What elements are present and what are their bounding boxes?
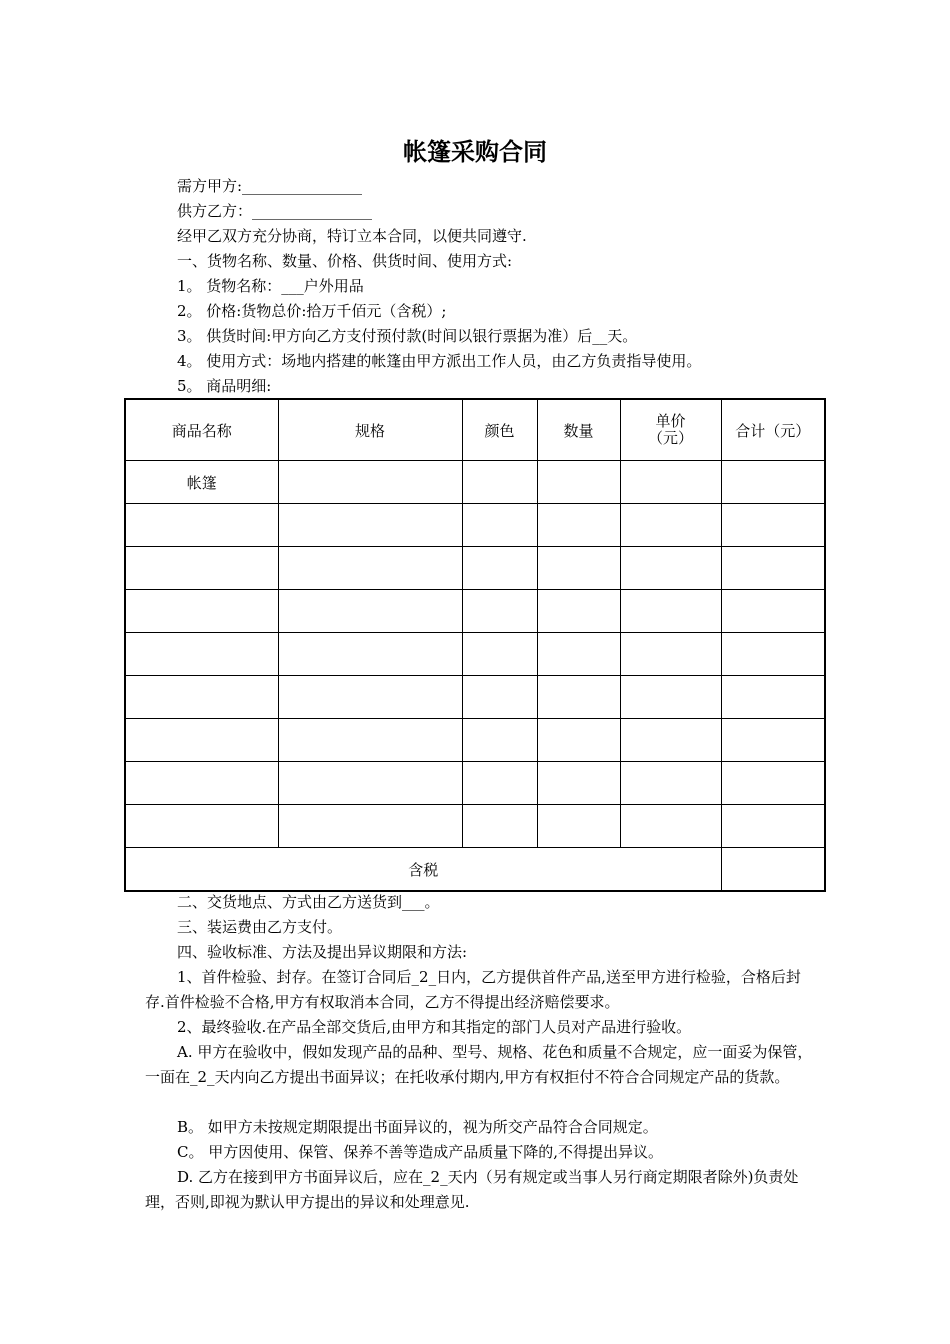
cell [462,461,537,504]
cell [620,504,721,547]
demand-party-line: 需方甲方:________________ [177,177,363,195]
total-label: 含税 [125,848,721,892]
paragraph-c-text: C。 甲方因使用、保管、保养不善等造成产品质量下降的,不得提出异议。 [177,1143,664,1161]
cell [537,762,620,805]
cell [278,461,462,504]
cell [278,762,462,805]
cell [278,805,462,848]
item-1-goods-name: 1。 货物名称：___户外用品 [177,277,364,295]
cell [620,805,721,848]
cell [125,590,278,633]
intro-line: 经甲乙双方充分协商，特订立本合同，以便共同遵守. [177,227,527,245]
cell [537,504,620,547]
header-goods-name: 商品名称 [125,399,278,461]
cell [620,676,721,719]
header-unit-price-line2: （元） [647,429,693,447]
paragraph-c [145,1140,813,1165]
table-row [125,461,825,504]
cell [620,633,721,676]
cell [278,504,462,547]
cell [537,633,620,676]
cell [278,676,462,719]
cell [278,547,462,590]
cell [125,676,278,719]
section-4-heading: 四、验收标准、方法及提出异议期限和方法: [177,943,468,961]
cell [278,719,462,762]
table-row [125,805,825,848]
cell [620,461,721,504]
table-row [125,633,825,676]
cell [721,719,825,762]
cell [462,762,537,805]
table-row [125,676,825,719]
paragraph-first-inspection [145,965,813,1015]
cell [721,805,825,848]
cell [278,590,462,633]
paragraph-a [145,1040,813,1090]
table-total-row [125,848,825,892]
cell [721,461,825,504]
cell [721,676,825,719]
paragraph-a-text: A. 甲方在验收中，假如发现产品的品种、型号、规格、花色和质量不合规定，应一面妥为保管，一面在_2_天内向乙方提出书面异议；在托收承付期内,甲方有权拒付不符合合同规定产品的货款。 [145,1043,813,1086]
header-color: 颜色 [462,399,537,461]
table-row [125,547,825,590]
cell [537,805,620,848]
cell [620,590,721,633]
header-unit-price-line1: 单价 [655,412,686,430]
cell [462,504,537,547]
section-1-heading: 一、货物名称、数量、价格、供货时间、使用方式: [177,252,513,270]
cell [125,504,278,547]
paragraph-b [145,1115,813,1140]
item-5-details: 5。 商品明细: [177,377,272,395]
header-total: 合计（元） [721,399,825,461]
cell [462,719,537,762]
section-2-delivery: 二、交货地点、方式由乙方送货到___。 [177,893,440,911]
cell [462,805,537,848]
cell [125,633,278,676]
table-row [125,719,825,762]
cell [125,547,278,590]
section-3-shipping: 三、装运费由乙方支付。 [177,918,343,936]
table-row [125,762,825,805]
paragraph-d [145,1165,813,1215]
cell [721,590,825,633]
cell [721,762,825,805]
cell [537,676,620,719]
header-quantity: 数量 [537,399,620,461]
cell [125,719,278,762]
item-4-usage: 4。 使用方式：场地内搭建的帐篷由甲方派出工作人员，由乙方负责指导使用。 [177,352,702,370]
table-row [125,504,825,547]
header-spec: 规格 [278,399,462,461]
cell [721,547,825,590]
item-2-price: 2。 价格:货物总价:拾万千佰元（含税）; [177,302,447,320]
paragraph-b-text: B。 如甲方未按规定期限提出书面异议的，视为所交产品符合合同规定。 [177,1118,658,1136]
cell [278,633,462,676]
cell [620,762,721,805]
cell [620,719,721,762]
document-title: 帐篷采购合同 [403,138,547,166]
cell [125,805,278,848]
goods-detail-table [124,398,826,892]
cell [462,633,537,676]
header-unit-price [620,399,721,461]
table-row [125,590,825,633]
paragraph-final-acceptance-text: 2、最终验收.在产品全部交货后,由甲方和其指定的部门人员对产品进行验收。 [177,1018,692,1036]
cell [721,504,825,547]
cell [462,547,537,590]
cell [537,719,620,762]
cell [620,547,721,590]
item-3-supply-time: 3。 供货时间:甲方向乙方支付预付款(时间以银行票据为准）后__天。 [177,327,638,345]
total-value-cell [721,848,825,892]
table-header-row [125,399,825,461]
cell-goods-name: 帐篷 [125,461,278,504]
cell [462,590,537,633]
cell [537,590,620,633]
paragraph-d-text: D. 乙方在接到甲方书面异议后，应在_2_天内（另有规定或当事人另行商定期限者除外)负责处理，否则,即视为默认甲方提出的异议和处理意见. [145,1168,799,1211]
cell [537,461,620,504]
paragraph-first-inspection-text: 1、首件检验、封存。在签订合同后_2_日内，乙方提供首件产品,送至甲方进行检验，合格后封存.首件检验不合格,甲方有权取消本合同，乙方不得提出经济赔偿要求。 [145,968,801,1011]
supply-party-line: 供方乙方：________________ [177,202,373,220]
cell [721,633,825,676]
cell [125,762,278,805]
cell [537,547,620,590]
cell [462,676,537,719]
paragraph-final-acceptance [145,1015,813,1040]
